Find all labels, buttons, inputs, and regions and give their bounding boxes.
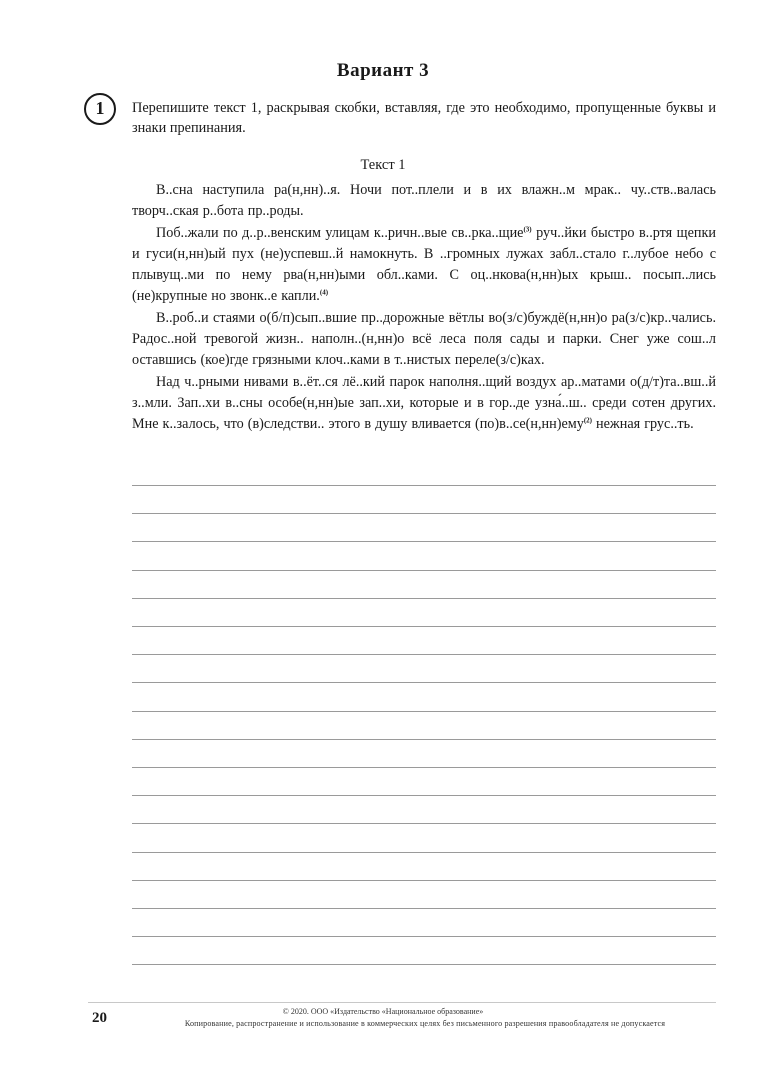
writing-line bbox=[132, 964, 716, 965]
writing-line bbox=[132, 682, 716, 683]
writing-line bbox=[132, 485, 716, 486]
paragraph-text: руч..йки быстро в..ртя щепки и гуси(н,нн)ый пух (не)успевш..й намокнуть. В ..громных лужах забл..стало г..лубое небо с плывущ..ми по нему рва(н,нн)ыми обл..ками. С оц..нкова(н,нн)ых крыш.. посып..лись (не)крупные но звонк..е капли. bbox=[132, 224, 716, 305]
writing-line bbox=[132, 823, 716, 824]
writing-line bbox=[132, 513, 716, 514]
passage-paragraph-4 bbox=[132, 372, 716, 436]
writing-line bbox=[132, 541, 716, 542]
task-number-badge: 1 bbox=[84, 93, 116, 125]
writing-line bbox=[132, 598, 716, 599]
footer-divider bbox=[88, 1002, 716, 1003]
footnote-marker: (3) bbox=[523, 224, 532, 233]
footnote-marker: (4) bbox=[319, 288, 329, 297]
writing-line bbox=[132, 908, 716, 909]
copyright-notice: Копирование, распространение и использование в коммерческих целях без письменного разрешения правообладателя не допускается bbox=[184, 1019, 666, 1028]
writing-line bbox=[132, 570, 716, 571]
writing-line bbox=[132, 626, 716, 627]
variant-title: Вариант 3 bbox=[336, 60, 430, 81]
page-number: 20 bbox=[92, 1010, 107, 1026]
writing-line bbox=[132, 795, 716, 796]
paragraph-text: В..сна наступила ра(н,нн)..я. Ночи пот..плели и в их влажн..м мрак.. чу..ств..валась творч..ская р..бота пр..роды. bbox=[132, 182, 716, 220]
writing-line bbox=[132, 739, 716, 740]
passage-paragraph-3 bbox=[132, 308, 716, 372]
writing-line bbox=[132, 936, 716, 937]
writing-line bbox=[132, 880, 716, 881]
text-heading: Текст 1 bbox=[360, 157, 406, 173]
passage bbox=[132, 180, 716, 436]
paragraph-text: В..роб..и стаями о(б/п)сып..вшие пр..дорожные вётлы во(з/с)буждё(н,нн)о ра(з/с)кр..чались. Радос..ной тревогой жизн.. наполн..(н,нн)о всё леса поля сады и парки. Снег уже сош..л оставшись (кое)где грязными клоч..ками в т..нистых переле(з/с)ках. bbox=[132, 309, 716, 369]
writing-line bbox=[132, 767, 716, 768]
paragraph-text: нежная грус..ть. bbox=[592, 416, 694, 433]
paragraph-text: Над ч..рными нивами в..ёт..ся лё..кий парок наполня..щий воздух ар..матами о(д/т)та..вш..й з..мли. Зап..хи в..сны особе(н,нн)ые зап..хи, которые и в гор..де узна́..ш.. среди сотен других. Мне к..залось, что (в)следстви.. этого в душу вливается (по)в..се(н,нн)ему bbox=[132, 373, 716, 433]
footnote-marker: (2) bbox=[583, 416, 592, 425]
passage-paragraph-1 bbox=[132, 180, 716, 223]
writing-line bbox=[132, 654, 716, 655]
paragraph-text: Поб..жали по д..р..венским улицам к..ричн..вые св..рка..щие bbox=[156, 224, 524, 241]
passage-paragraph-2 bbox=[132, 223, 716, 308]
writing-line bbox=[132, 711, 716, 712]
writing-line bbox=[132, 852, 716, 853]
copyright-line: © 2020. ООО «Издательство «Национальное образование» bbox=[282, 1007, 484, 1016]
task-instruction: Перепишите текст 1, раскрывая скобки, вставляя, где это необходимо, пропущенные буквы и знаки препинания. bbox=[132, 100, 716, 136]
